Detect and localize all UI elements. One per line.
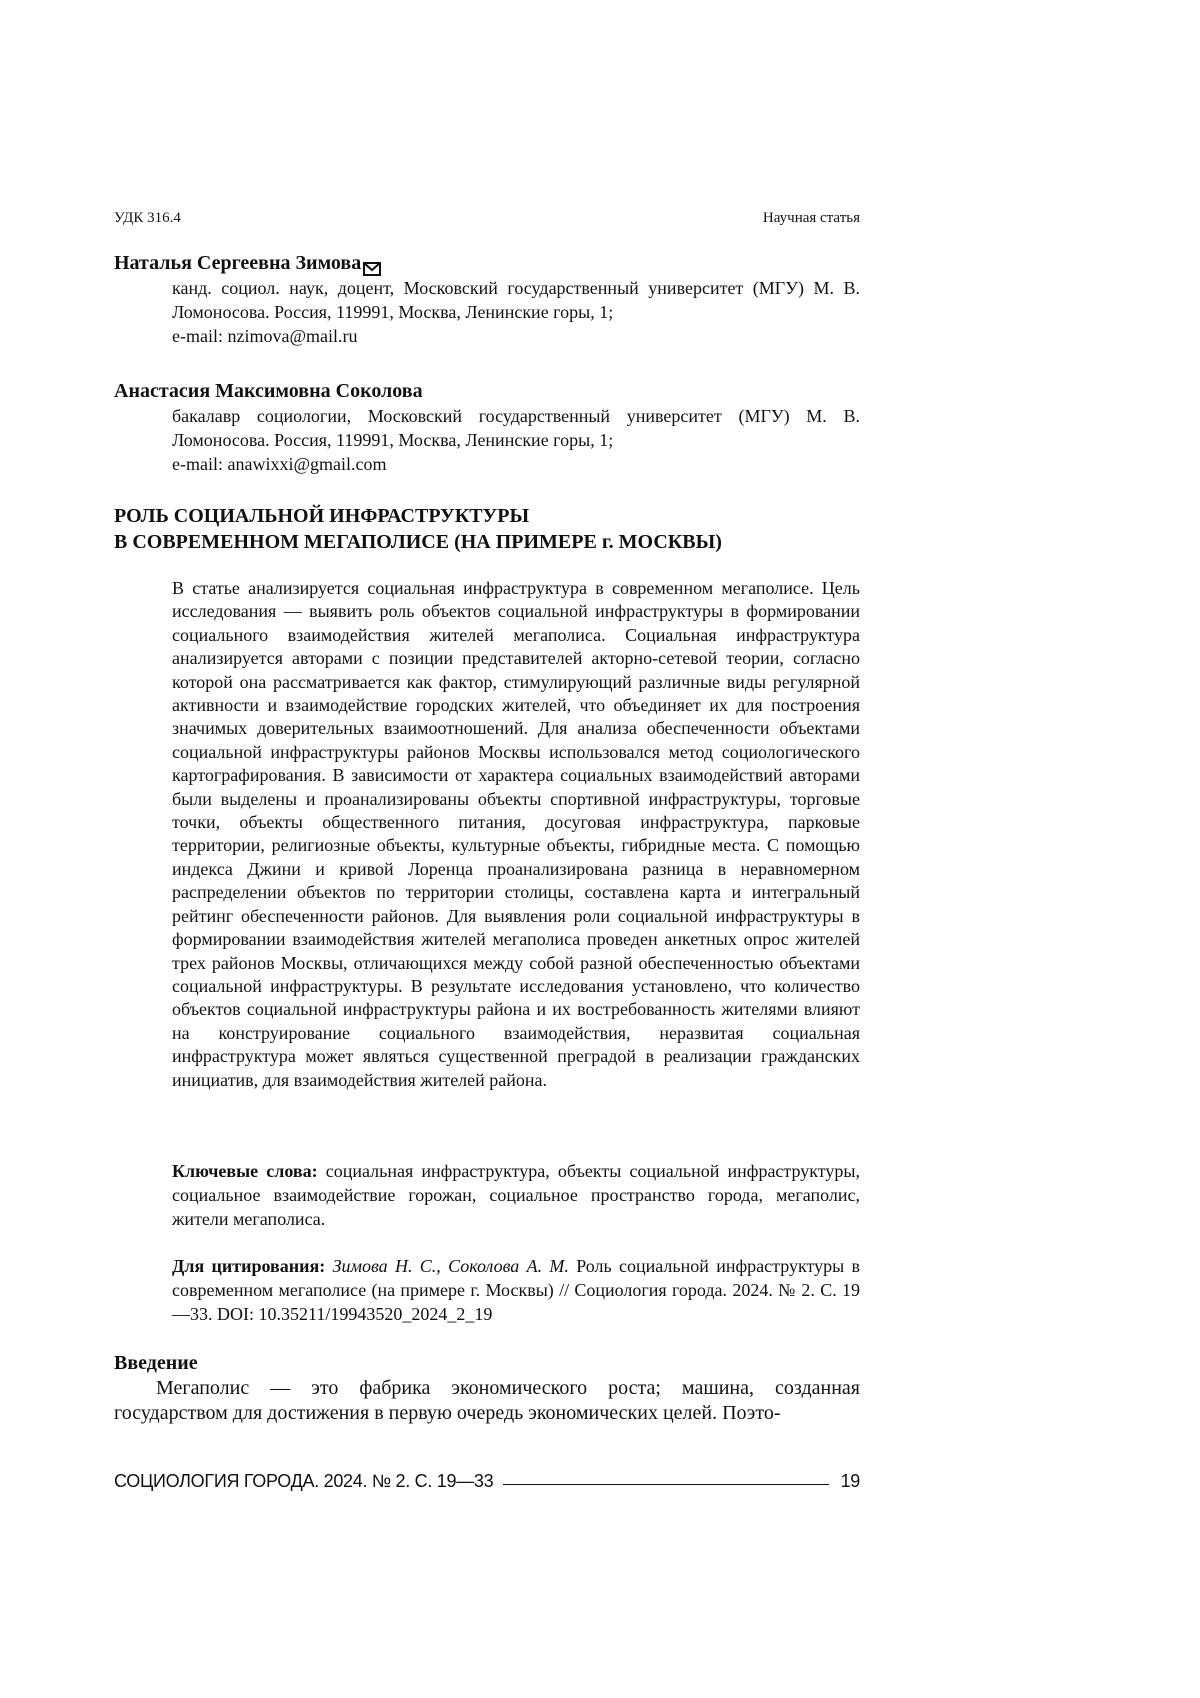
page-footer: [114, 1471, 860, 1492]
author-name: Анастасия Максимовна Соколова: [114, 380, 423, 402]
keywords: [172, 1159, 860, 1231]
citation-authors: Зимова Н. С., Соколова А. М.: [332, 1256, 569, 1276]
section-heading: Введение: [114, 1352, 198, 1374]
abstract: В статье анализируется социальная инфраструктура в современном мегаполисе. Цель исследования — выявить роль объектов социальной инфраструктуры в формировании социального взаимодействия жителей мегаполиса. Социальная инфраструктура анализируется авторами с позиции представителей акторно-сетевой теории, согласно которой она рассматривается как фактор, стимулирующий различные виды регулярной активности и взаимодействие городских жителей, что объединяет их для построения значимых доверительных взаимоотношений. Для анализа обеспеченности объектами социальной инфраструктуры районов Москвы использовался метод социологического картографирования. В зависимости от характера социальных взаимодействий авторами были выделены и проанализированы объекты спортивной инфраструктуры, торговые точки, объекты общественного питания, досуговая инфраструктура, парковые территории, религиозные объекты, культурные объекты, гибридные места. С помощью индекса Джини и кривой Лоренца проанализирована разница в неравномерном распределении объектов по территории столицы, составлена карта и интегральный рейтинг обеспеченности районов. Для выявления роли социальной инфраструктуры в формировании взаимодействия жителей мегаполиса проведен анкетных опрос жителей трех районов Москвы, отличающихся между собой разной обеспеченностью объектами социальной инфраструктуры. В результате исследования установлено, что количество объектов социальной инфраструктуры района и их востребованность жителями влияют на конструирование социального взаимодействия, неразвитая социальная инфраструктура может являться существенной преградой в реализации гражданских инициатив, для взаимодействия жителей района.: [172, 578, 860, 1090]
mail-icon[interactable]: [363, 257, 381, 271]
udk-code: УДК 316.4: [114, 210, 181, 226]
citation-text: Роль социальной инфраструктуры в современном мегаполисе (на примере г. Москвы) // Социология города. 2024. № 2. С. 19—33. DOI: 10.35211/19943520_2024_2_19: [172, 1256, 860, 1324]
article-title: РОЛЬ СОЦИАЛЬНОЙ ИНФРАСТРУКТУРЫ В СОВРЕМЕННОМ МЕГАПОЛИСЕ (НА ПРИМЕРЕ г. МОСКВЫ): [114, 505, 722, 553]
article-type: Научная статья: [762, 210, 860, 226]
author-block-1: [114, 250, 860, 348]
footer-rule: [503, 1484, 828, 1485]
keywords-label: Ключевые слова:: [172, 1161, 318, 1181]
page-header: [114, 210, 860, 227]
author-affiliation: бакалавр социологии, Московский государственный университет (МГУ) М. В. Ломоносова. Россия, 119991, Москва, Ленинские горы, 1; e-mail: anawixxi@gmail.com: [172, 406, 860, 474]
keywords-text: социальная инфраструктура, объекты социальной инфраструктуры, социальное взаимодействие горожан, социальное пространство города, мегаполис, жители мегаполиса.: [172, 1161, 861, 1229]
author-email[interactable]: e-mail: anawixxi@gmail.com: [172, 454, 387, 474]
author-name: Наталья Сергеевна Зимова: [114, 250, 860, 276]
citation: [172, 1254, 860, 1326]
page-number: 19: [840, 1471, 860, 1491]
author-email[interactable]: e-mail: nzimova@mail.ru: [172, 326, 358, 346]
author-affiliation: канд. социол. наук, доцент, Московский государственный университет (МГУ) М. В. Ломоносова. Россия, 119991, Москва, Ленинские горы, 1; e-mail: nzimova@mail.ru: [172, 278, 860, 346]
intro-paragraph: Мегаполис — это фабрика экономического роста; машина, созданная государством для достижения в первую очередь экономических целей. Поэто-: [114, 1377, 860, 1424]
citation-label: Для цитирования:: [172, 1256, 326, 1276]
journal-reference: СОЦИОЛОГИЯ ГОРОДА. 2024. № 2. С. 19—33: [114, 1471, 494, 1491]
author-block-2: [114, 378, 860, 476]
